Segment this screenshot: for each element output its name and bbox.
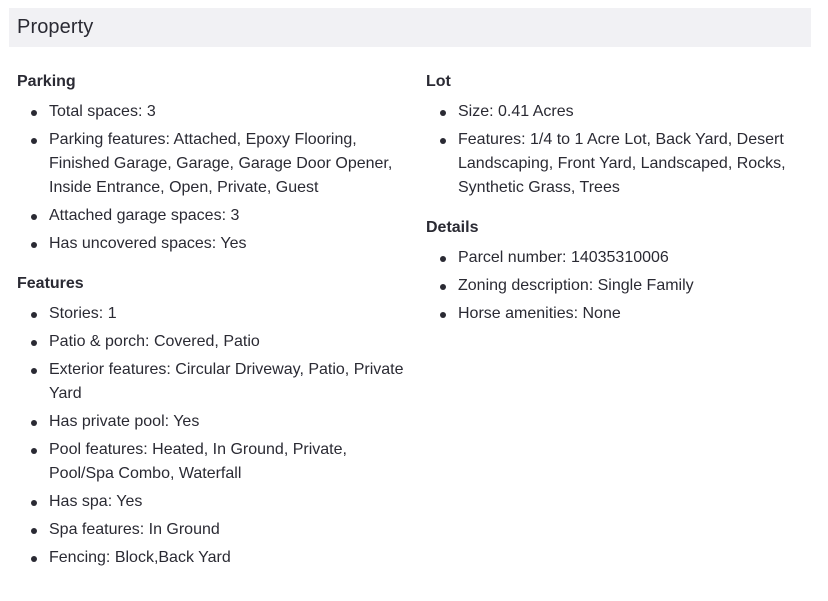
- section-header: [9, 8, 811, 47]
- list-item: Has private pool: Yes: [17, 410, 407, 434]
- list-item: Exterior features: Circular Driveway, Patio, Private Yard: [17, 358, 407, 406]
- features-section: [17, 272, 407, 570]
- right-column: [426, 70, 816, 342]
- list-item: Has spa: Yes: [17, 490, 407, 514]
- list-item: Attached garage spaces: 3: [17, 204, 407, 228]
- list-item: Spa features: In Ground: [17, 518, 407, 542]
- parking-section: [17, 70, 407, 256]
- details-title: Details: [426, 219, 479, 236]
- list-item: Zoning description: Single Family: [426, 274, 816, 298]
- page-title: Property: [17, 16, 94, 38]
- list-item: Parcel number: 14035310006: [426, 246, 816, 270]
- list-item: Total spaces: 3: [17, 100, 407, 124]
- lot-section: [426, 70, 816, 200]
- list-item: Features: 1/4 to 1 Acre Lot, Back Yard, Desert Landscaping, Front Yard, Landscaped, Rocks, Synthetic Grass, Trees: [426, 128, 816, 200]
- features-list: [17, 302, 407, 570]
- list-item: Size: 0.41 Acres: [426, 100, 816, 124]
- list-item: Stories: 1: [17, 302, 407, 326]
- details-section: [426, 216, 816, 326]
- details-list: [426, 246, 816, 326]
- left-column: [17, 70, 407, 586]
- lot-title: Lot: [426, 73, 451, 90]
- parking-list: [17, 100, 407, 256]
- list-item: Horse amenities: None: [426, 302, 816, 326]
- lot-list: [426, 100, 816, 200]
- list-item: Patio & porch: Covered, Patio: [17, 330, 407, 354]
- list-item: Fencing: Block,Back Yard: [17, 546, 407, 570]
- list-item: Parking features: Attached, Epoxy Flooring, Finished Garage, Garage, Garage Door Opener, Inside Entrance, Open, Private, Guest: [17, 128, 407, 200]
- list-item: Has uncovered spaces: Yes: [17, 232, 407, 256]
- features-title: Features: [17, 275, 84, 292]
- list-item: Pool features: Heated, In Ground, Private, Pool/Spa Combo, Waterfall: [17, 438, 407, 486]
- parking-title: Parking: [17, 73, 76, 90]
